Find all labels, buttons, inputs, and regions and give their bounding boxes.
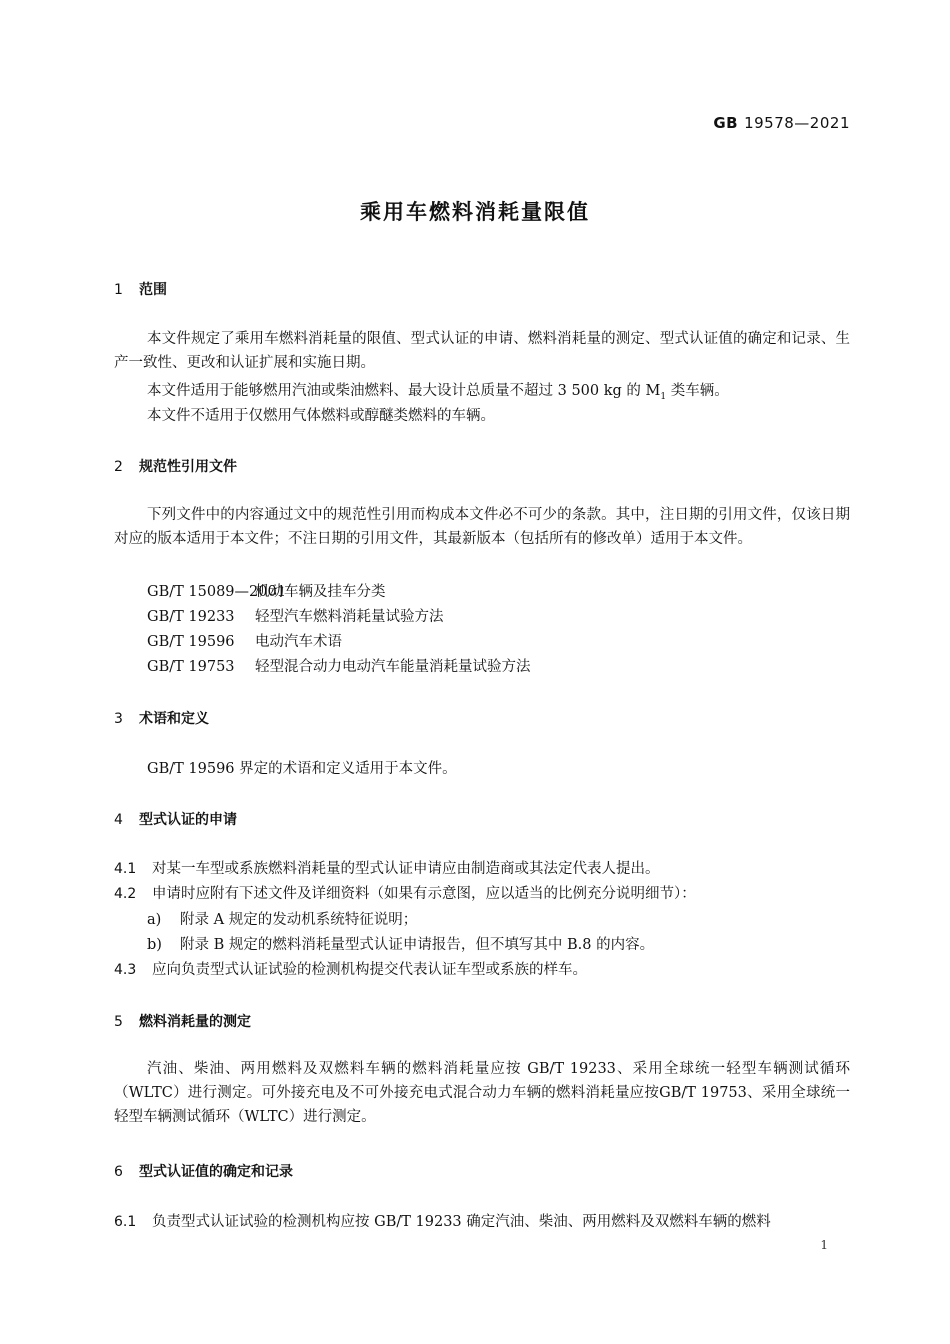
section-2-paragraph-1: 下列文件中的内容通过文中的规范性引用而构成本文件必不可少的条款。其中，注日期的引用文件，仅该日期对应的版本适用于本文件；不注日期的引用文件，其最新版本（包括所有的修改单）适用于本文件。 xyxy=(114,507,850,547)
list-item-b xyxy=(147,933,654,954)
section-title: 范围 xyxy=(139,282,167,298)
section-number: 3 xyxy=(114,711,123,727)
document-title: 乘用车燃料消耗量限值 xyxy=(360,200,590,224)
list-item-text: 附录 A 规定的发动机系统特征说明； xyxy=(180,912,418,928)
clause-4-3 xyxy=(114,958,587,979)
section-1-paragraph-3: 本文件不适用于仅燃用气体燃料或醇醚类燃料的车辆。 xyxy=(147,408,495,424)
section-1-paragraph-2: 本文件适用于能够燃用汽油或柴油燃料、最大设计总质量不超过 3 500 kg 的 $M_1$ 类车辆。 xyxy=(147,383,729,402)
section-number: 5 xyxy=(114,1014,123,1030)
clause-number: 4.2 xyxy=(114,886,137,902)
standard-prefix: GB xyxy=(713,114,739,132)
reference-name: 轻型混合动力电动汽车能量消耗量试验方法 xyxy=(255,659,531,675)
clause-text: 对某一车型或系族燃料消耗量的型式认证申请应由制造商或其法定代表人提出。 xyxy=(152,861,660,877)
list-item-label: a) xyxy=(147,912,162,928)
list-item-a xyxy=(147,908,417,929)
page-number: 1 xyxy=(820,1238,828,1252)
section-heading-4 xyxy=(114,809,237,829)
section-title: 燃料消耗量的测定 xyxy=(139,1014,251,1030)
section-heading-5 xyxy=(114,1011,251,1031)
reference-name: 电动汽车术语 xyxy=(255,634,342,650)
section-title: 术语和定义 xyxy=(139,711,209,727)
standard-code: 19578—2021 xyxy=(744,114,850,132)
section-heading-3 xyxy=(114,708,209,728)
list-item-label: b) xyxy=(147,937,162,953)
list-item-text: 附录 B 规定的燃料消耗量型式认证申请报告，但不填写其中 B.8 的内容。 xyxy=(180,937,655,953)
reference-name: 轻型汽车燃料消耗量试验方法 xyxy=(255,609,444,625)
section-title: 型式认证值的确定和记录 xyxy=(139,1164,293,1180)
reference-code: GB/T 19753 xyxy=(147,659,235,675)
section-number: 1 xyxy=(114,282,123,298)
clause-number: 4.1 xyxy=(114,861,137,877)
reference-name: 机动车辆及挂车分类 xyxy=(255,584,386,600)
section-1-paragraph-1: 本文件规定了乘用车燃料消耗量的限值、型式认证的申请、燃料消耗量的测定、型式认证值的确定和记录、生产一致性、更改和认证扩展和实施日期。 xyxy=(114,331,850,371)
section-heading-1 xyxy=(114,279,167,299)
section-title: 规范性引用文件 xyxy=(139,459,237,475)
section-title: 型式认证的申请 xyxy=(139,812,237,828)
clause-6-1 xyxy=(114,1210,771,1231)
reference-item xyxy=(147,580,386,601)
reference-item xyxy=(147,655,531,676)
clause-text: 应向负责型式认证试验的检测机构提交代表认证车型或系族的样车。 xyxy=(152,962,587,978)
section-heading-2 xyxy=(114,456,237,476)
clause-4-2 xyxy=(114,882,696,903)
clause-text: 负责型式认证试验的检测机构应按 GB/T 19233 确定汽油、柴油、两用燃料及双燃料车辆的燃料 xyxy=(152,1214,771,1230)
reference-code: GB/T 19596 xyxy=(147,634,235,650)
clause-4-1 xyxy=(114,857,660,878)
standard-number xyxy=(713,114,850,132)
reference-item xyxy=(147,605,444,626)
clause-number: 6.1 xyxy=(114,1214,137,1230)
clause-number: 4.3 xyxy=(114,962,137,978)
section-3-paragraph-1: GB/T 19596 界定的术语和定义适用于本文件。 xyxy=(147,761,457,777)
reference-code: GB/T 19233 xyxy=(147,609,235,625)
section-5-paragraph-1: 汽油、柴油、两用燃料及双燃料车辆的燃料消耗量应按 GB/T 19233、采用全球统一轻型车辆测试循环（WLTC）进行测定。可外接充电及不可外接充电式混合动力车辆的燃料消耗量应按GB/T 19753、采用全球统一轻型车辆测试循环（WLTC）进行测定。 xyxy=(114,1061,850,1125)
section-heading-6 xyxy=(114,1161,293,1181)
reference-item xyxy=(147,630,342,651)
reference-code: GB/T 15089—2001 xyxy=(147,584,286,600)
clause-text: 申请时应附有下述文件及详细资料（如果有示意图，应以适当的比例充分说明细节）： xyxy=(152,886,696,902)
section-number: 6 xyxy=(114,1164,123,1180)
section-number: 2 xyxy=(114,459,123,475)
section-number: 4 xyxy=(114,812,123,828)
